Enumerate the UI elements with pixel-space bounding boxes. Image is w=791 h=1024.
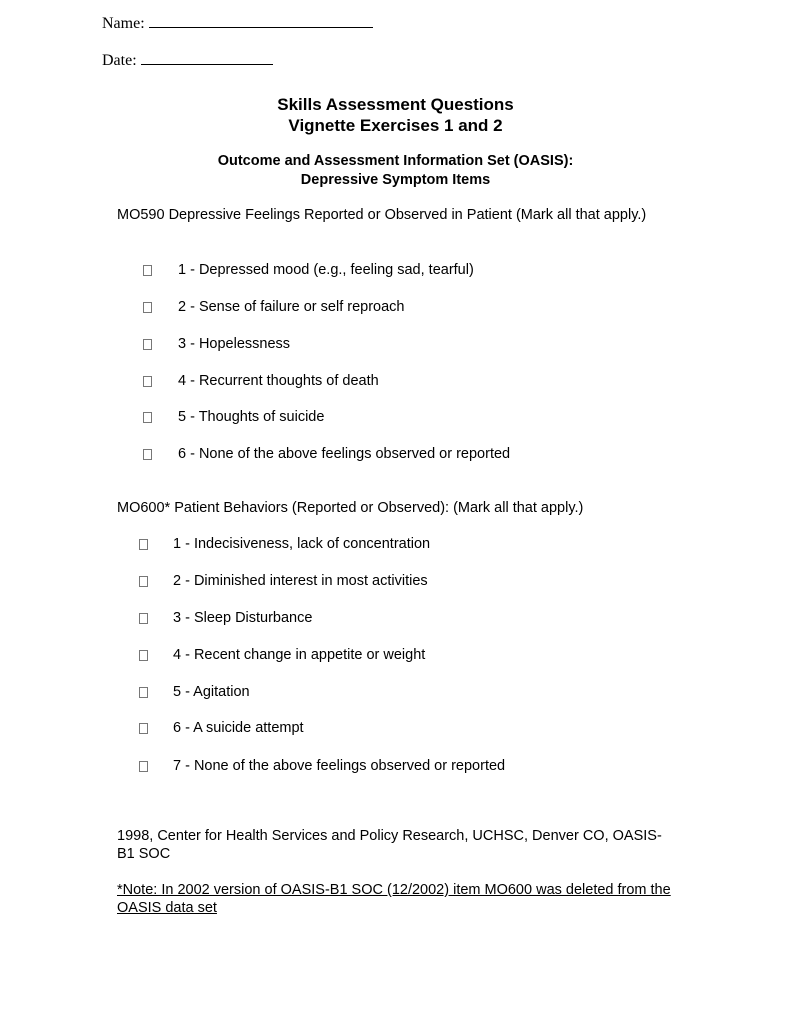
page-subtitle: [0, 152, 791, 190]
checkbox-icon[interactable]: [143, 412, 152, 423]
option-label: 4 - Recent change in appetite or weight: [173, 647, 426, 663]
option-label: 3 - Hopelessness: [178, 336, 291, 352]
checkbox-icon[interactable]: [139, 723, 148, 734]
option-label: 2 - Diminished interest in most activities: [173, 573, 428, 589]
subtitle-line-2: Depressive Symptom Items: [300, 172, 491, 188]
checkbox-icon[interactable]: [139, 761, 148, 772]
option-label: 1 - Depressed mood (e.g., feeling sad, tearful): [178, 262, 474, 278]
checkbox-icon[interactable]: [143, 302, 152, 313]
option-label: 4 - Recurrent thoughts of death: [178, 373, 379, 389]
question-mo590: MO590 Depressive Feelings Reported or Observed in Patient (Mark all that apply.): [117, 207, 647, 223]
date-label: Date:: [102, 52, 137, 69]
deletion-note: *Note: In 2002 version of OASIS-B1 SOC (12/2002) item MO600 was deleted from the OASIS data set: [117, 882, 671, 916]
option-label: 7 - None of the above feelings observed or reported: [173, 758, 506, 774]
checkbox-icon[interactable]: [139, 539, 148, 550]
option-label: 5 - Thoughts of suicide: [178, 409, 325, 425]
option-label: 1 - Indecisiveness, lack of concentration: [173, 536, 431, 552]
title-line-2: Vignette Exercises 1 and 2: [288, 116, 503, 135]
option-label: 6 - None of the above feelings observed or reported: [178, 446, 511, 462]
page-title: [0, 94, 791, 136]
checkbox-icon[interactable]: [143, 265, 152, 276]
checkbox-icon[interactable]: [143, 339, 152, 350]
title-line-1: Skills Assessment Questions: [277, 95, 514, 114]
option-label: 2 - Sense of failure or self reproach: [178, 299, 405, 315]
name-blank-line[interactable]: [149, 13, 373, 28]
checkbox-icon[interactable]: [139, 650, 148, 661]
checkbox-icon[interactable]: [139, 576, 148, 587]
checkbox-icon[interactable]: [143, 376, 152, 387]
source-citation: 1998, Center for Health Services and Policy Research, UCHSC, Denver CO, OASIS-B1 SOC: [117, 828, 662, 862]
checkbox-icon[interactable]: [139, 687, 148, 698]
date-blank-line[interactable]: [141, 50, 273, 65]
date-field[interactable]: [102, 50, 273, 70]
name-label: Name:: [102, 15, 145, 32]
subtitle-line-1: Outcome and Assessment Information Set (OASIS):: [217, 153, 574, 169]
option-label: 3 - Sleep Disturbance: [173, 610, 313, 626]
option-label: 6 - A suicide attempt: [173, 720, 304, 736]
option-label: 5 - Agitation: [173, 684, 250, 700]
name-field[interactable]: [102, 13, 373, 33]
checkbox-icon[interactable]: [139, 613, 148, 624]
checkbox-icon[interactable]: [143, 449, 152, 460]
question-mo600: MO600* Patient Behaviors (Reported or Observed): (Mark all that apply.): [117, 500, 584, 516]
